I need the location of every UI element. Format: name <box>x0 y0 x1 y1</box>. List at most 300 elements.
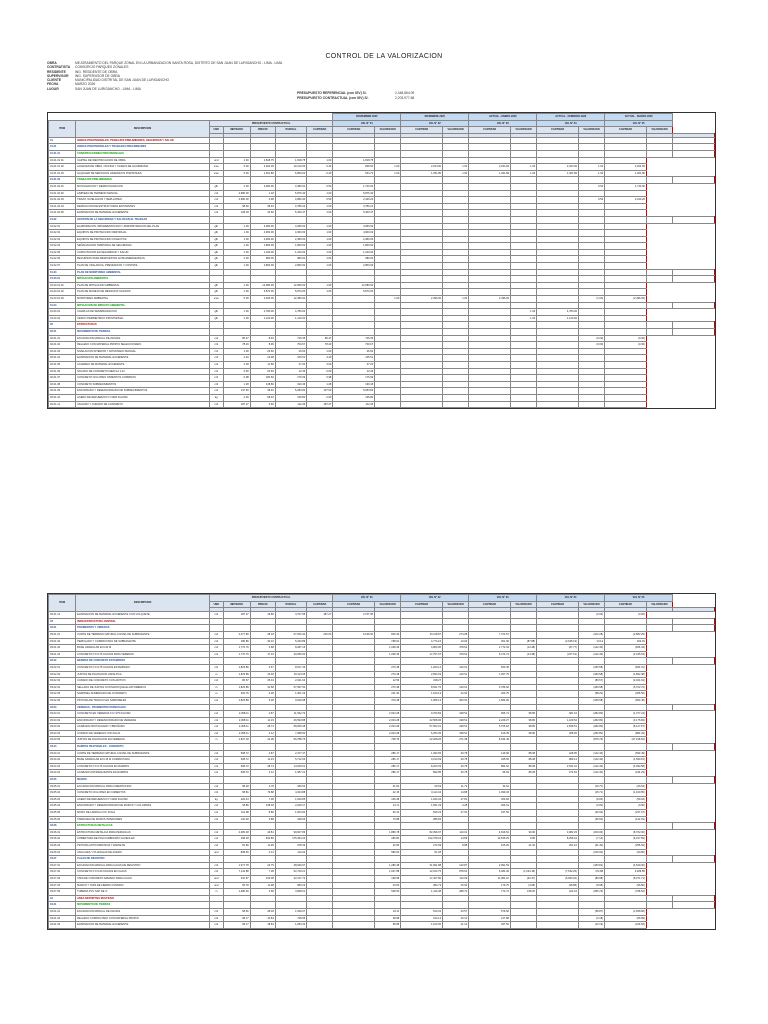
row-cantidad: 370.48 <box>375 697 401 704</box>
row-cantidad: (15.71) <box>578 790 604 797</box>
row-valorizado <box>401 394 443 401</box>
row-valorizado: 1,584.00 <box>469 697 511 704</box>
row-parcial: 19,114.05 <box>275 671 306 678</box>
row-valorizado: 81.28 <box>401 849 443 856</box>
row-cantidad: 158.00 <box>510 889 536 896</box>
row-valorizado: (96.80) <box>605 882 647 889</box>
project-info-label: FECHA <box>47 82 59 87</box>
row-description: CHARLAS DE SENSIBILIZACION <box>76 309 210 316</box>
row-cantidad <box>375 157 401 164</box>
row-cantidad: 270.48 <box>375 684 401 691</box>
row-cantidad <box>375 210 401 217</box>
table-row <box>49 671 715 678</box>
budget-label: PRESUPUESTO REFERENCIAL (con IGV) S/. <box>297 91 367 95</box>
row-unit: kg <box>209 796 223 803</box>
row-item-code: 02.01.01 <box>49 335 76 342</box>
row-valorizado <box>605 289 647 296</box>
row-cantidad: (142.40) <box>578 651 604 658</box>
row-metrado: 1.00 <box>223 309 250 316</box>
row-empty-cell <box>307 618 333 625</box>
row-valorizado <box>333 908 375 915</box>
row-empty-cell <box>672 618 714 625</box>
row-description: NIVELACION INTERIOR Y APISONADO MANUAL <box>76 348 210 355</box>
row-parcial: 136.80 <box>275 394 306 401</box>
row-cantidad <box>307 862 333 869</box>
row-valorizado: (444.29) <box>605 770 647 777</box>
row-cantidad: 0.40 <box>307 170 333 177</box>
row-parcial: 680.22 <box>275 882 306 889</box>
row-cantidad: 15.00 <box>443 882 469 889</box>
row-valorizado <box>333 645 375 652</box>
row-metrado: 2,377.80 <box>223 631 250 638</box>
header-presupuesto: PRESUPUESTO CONTRACTUAL <box>209 120 332 127</box>
row-precio: 103.38 <box>250 875 275 882</box>
row-empty-cell <box>510 744 536 751</box>
row-item-code: 01.03.01 <box>49 276 76 283</box>
row-metrado: 1,770.76 <box>223 651 250 658</box>
row-valorizado <box>469 236 511 243</box>
row-valorizado: 286.65 <box>401 816 443 823</box>
row-cantidad <box>511 342 537 349</box>
row-empty-cell <box>469 329 511 336</box>
header-cantidad: CANTIDAD <box>469 601 511 608</box>
row-unit: m2 <box>209 724 223 731</box>
row-cantidad: (21.40) <box>578 842 604 849</box>
row-valorizado: (66.99) <box>605 915 647 922</box>
row-precio: 2.78 <box>250 783 275 790</box>
row-cantidad: 1.00 <box>511 164 537 171</box>
row-item-code: 02.01 <box>49 329 76 336</box>
row-parcial: 26,593.88 <box>275 717 306 724</box>
row-valorizado: 726.35 <box>333 335 375 342</box>
row-empty-cell <box>209 618 223 625</box>
row-empty-cell <box>209 823 223 830</box>
row-valorizado <box>333 796 375 803</box>
row-empty-cell <box>646 144 672 151</box>
header-val-number: VAL N° 01 <box>333 120 401 127</box>
header-period: DICIEMBRE 2025 <box>401 114 469 121</box>
row-valorizado <box>333 664 375 671</box>
row-metrado: 0.98 <box>223 375 250 382</box>
row-empty-cell <box>511 216 537 223</box>
row-cantidad <box>375 368 401 375</box>
row-valorizado <box>469 375 511 382</box>
row-cantidad: 8.88 <box>443 842 469 849</box>
row-empty-cell <box>443 744 469 751</box>
row-cantidad: 270.48 <box>375 664 401 671</box>
row-parcial: 2,040.27 <box>275 803 306 810</box>
row-cantidad: (58.87) <box>578 908 604 915</box>
row-valorizado <box>537 691 579 698</box>
row-empty-cell <box>401 177 443 184</box>
row-empty-cell <box>375 150 401 157</box>
row-cantidad: (286.76) <box>578 889 604 896</box>
row-description: CONCRETO CICLOPEO CIMIENTOS CORRIDOS <box>76 375 210 382</box>
budget-summary <box>297 91 414 100</box>
row-empty-cell <box>646 744 672 751</box>
row-valorizado <box>537 671 579 678</box>
row-empty-cell <box>443 177 469 184</box>
row-item-code: 03.01.03 <box>49 645 76 652</box>
row-empty-cell <box>250 322 275 329</box>
row-cantidad <box>375 282 401 289</box>
table-row <box>49 664 715 671</box>
row-cantidad <box>375 223 401 230</box>
row-empty-cell <box>537 302 579 309</box>
row-item-code: 03.05.01 <box>49 783 76 790</box>
row-item-code: 03.07.02 <box>49 869 76 876</box>
row-cantidad: 98.80 <box>510 724 536 731</box>
row-valorizado <box>537 263 579 270</box>
row-valorizado <box>469 282 511 289</box>
table-row <box>49 361 715 368</box>
row-valorizado: 96.03 <box>469 770 511 777</box>
row-description: COBERTURA DE POLICARBONATO ALVEOLAR <box>76 836 210 843</box>
row-empty-cell <box>275 856 306 863</box>
row-precio: 68.40 <box>250 394 275 401</box>
row-valorizado <box>469 401 511 408</box>
row-description: ELIMINACION DE MATERIAL EXCEDENTE CON VOLQUETE <box>76 612 210 619</box>
row-cantidad: 88.08 <box>510 770 536 777</box>
row-metrado: 208.18 <box>223 836 250 843</box>
row-description: MUROS <box>76 777 210 784</box>
row-cantidad: 120.01 <box>443 684 469 691</box>
row-empty-cell <box>605 302 647 309</box>
row-item-code: 01.02.01 <box>49 223 76 230</box>
table-row <box>49 757 715 764</box>
row-empty-cell <box>209 777 223 784</box>
row-valorizado: 1,740.00 <box>605 183 647 190</box>
row-description: CONCRETO F'C=175 KG/CM2 EN RAMPAS <box>76 763 210 770</box>
table-row <box>49 381 715 388</box>
row-valorizado <box>469 849 511 856</box>
row-cantidad: (102.28) <box>578 631 604 638</box>
row-unit: und <box>209 157 223 164</box>
header-valorizado: VALORIZADO <box>375 601 401 608</box>
row-cantidad: (142.40) <box>578 770 604 777</box>
row-valorizado: (67.77) <box>537 645 579 652</box>
row-empty-cell <box>510 823 536 830</box>
row-description: PLAN DE MONITOREO AMBIENTAL <box>76 269 210 276</box>
row-valorizado <box>469 816 511 823</box>
row-precio: 5.28 <box>250 697 275 704</box>
row-cantidad: 160.48 <box>375 796 401 803</box>
row-empty-cell <box>275 144 306 151</box>
row-description: ALQUILER DE SERVICIOS HIGIENICOS PORTATILES <box>76 170 210 177</box>
row-empty-cell <box>401 777 443 784</box>
row-empty-cell <box>646 856 672 863</box>
row-valorizado: 57,603.01 <box>401 724 443 731</box>
row-empty-cell <box>375 302 401 309</box>
table-row <box>49 375 715 382</box>
row-empty-cell <box>510 777 536 784</box>
row-empty-cell <box>375 704 401 711</box>
row-parcial: 1,901.33 <box>275 691 306 698</box>
row-cantidad <box>579 223 605 230</box>
row-empty-cell <box>672 625 714 632</box>
row-valorizado: 152,378.24 <box>401 836 443 843</box>
row-valorizado <box>469 355 511 362</box>
row-cantidad: (1,034.18) <box>510 869 536 876</box>
row-empty-cell <box>209 895 223 902</box>
row-precio: 2,496.00 <box>250 296 275 303</box>
row-valorizado: 22,028.26 <box>401 737 443 744</box>
row-empty-cell <box>250 625 275 632</box>
header-val-number: VAL N° 04 <box>537 595 605 602</box>
row-cantidad <box>511 289 537 296</box>
row-valorizado <box>537 296 579 303</box>
row-empty-cell <box>401 276 443 283</box>
row-description: EXCAVACION MANUAL PARA CIMENTACION <box>76 783 210 790</box>
row-cantidad: (142.40) <box>578 757 604 764</box>
row-parcial: 112.36 <box>275 401 306 408</box>
row-description: CARTEL DE IDENTIFICACION DE OBRA <box>76 157 210 164</box>
row-empty-cell <box>307 902 333 909</box>
row-item-code: 03.03.05 <box>49 737 76 744</box>
row-valorizado <box>537 697 579 704</box>
row-cantidad: (14.48) <box>510 645 536 652</box>
header-row-groups <box>49 120 715 127</box>
row-empty-cell <box>209 276 223 283</box>
row-valorizado <box>537 388 579 395</box>
row-item-code: 02.01.05 <box>49 361 76 368</box>
row-cantidad: (142.40) <box>578 763 604 770</box>
row-empty-cell <box>469 658 511 665</box>
row-valorizado: 2,024.00 <box>401 164 443 171</box>
budget-row <box>297 96 414 101</box>
row-valorizado: 2,480.00 <box>333 236 375 243</box>
row-unit: m3 <box>209 790 223 797</box>
row-cantidad <box>375 236 401 243</box>
row-empty-cell <box>223 777 250 784</box>
row-cantidad: 1.00 <box>307 256 333 263</box>
table-row <box>49 256 715 263</box>
row-description: PLAN DE VIGILANCIA, PREVENCION Y CONTROL <box>76 263 210 270</box>
row-item-code: 03.01 <box>49 625 76 632</box>
row-valorizado: 7,723.57 <box>469 631 511 638</box>
row-item-code: 03.07.03 <box>49 875 76 882</box>
row-cantidad: 1.00 <box>579 164 605 171</box>
row-empty-cell <box>223 902 250 909</box>
row-metrado: 0.60 <box>223 368 250 375</box>
row-empty-cell <box>443 302 469 309</box>
row-valorizado: 1,263.14 <box>401 664 443 671</box>
row-metrado: 187.27 <box>223 401 250 408</box>
row-cantidad: 2.00 <box>307 394 333 401</box>
row-cantidad: 1.00 <box>511 170 537 177</box>
row-valorizado <box>333 724 375 731</box>
row-empty-cell <box>537 744 579 751</box>
row-cantidad <box>443 335 469 342</box>
row-valorizado <box>333 889 375 896</box>
row-cantidad: 1.00 <box>307 230 333 237</box>
row-description: CONSTRUCCIONES PROVISIONALES <box>76 150 210 157</box>
row-parcial: 12,480.00 <box>275 296 306 303</box>
row-empty-cell <box>469 856 511 863</box>
row-empty-cell <box>209 216 223 223</box>
row-precio: 2,480.00 <box>250 236 275 243</box>
row-cantidad <box>511 335 537 342</box>
row-cantidad <box>511 230 537 237</box>
row-description: PLAN DE MANEJO DE RESIDUOS SOLIDOS <box>76 289 210 296</box>
row-item-code: 01.02.02 <box>49 230 76 237</box>
row-valorizado: (1,892.48) <box>605 671 647 678</box>
row-valorizado: 2,834.63 <box>401 671 443 678</box>
row-empty-cell <box>275 777 306 784</box>
row-empty-cell <box>469 276 511 283</box>
row-empty-cell <box>209 137 223 144</box>
row-valorizado <box>401 335 443 342</box>
row-empty-cell <box>250 704 275 711</box>
row-empty-cell <box>510 625 536 632</box>
table-row <box>49 216 715 223</box>
row-parcial: 2,480.00 <box>275 236 306 243</box>
row-valorizado: 1,240.00 <box>333 249 375 256</box>
row-cantidad: (282.80) <box>578 730 604 737</box>
row-unit: und <box>209 875 223 882</box>
row-empty-cell <box>275 269 306 276</box>
row-cantidad: 1,280.48 <box>375 862 401 869</box>
row-precio: 11.98 <box>250 882 275 889</box>
row-empty-cell <box>223 216 250 223</box>
row-metrado: 1.00 <box>223 236 250 243</box>
row-empty-cell <box>469 302 511 309</box>
row-parcial: 3,786.24 <box>275 203 306 210</box>
row-item-code: 02.01.11 <box>49 401 76 408</box>
row-precio: 108.18 <box>250 803 275 810</box>
row-precio: 20.60 <box>250 368 275 375</box>
row-valorizado: 17,427.80 <box>401 875 443 882</box>
project-info-value: MARZO 2026 <box>75 82 96 87</box>
row-valorizado: 989.14 <box>537 757 579 764</box>
row-valorizado: 1,740.00 <box>333 183 375 190</box>
table-row <box>49 335 715 342</box>
row-cantidad: 98.80 <box>510 717 536 724</box>
row-unit: glb <box>209 289 223 296</box>
row-cantidad: 110.01 <box>443 829 469 836</box>
row-unit: m3 <box>209 355 223 362</box>
row-empty-cell <box>375 276 401 283</box>
row-empty-cell <box>469 177 511 184</box>
row-valorizado: 5,876.40 <box>333 190 375 197</box>
row-cantidad: (180.58) <box>578 671 604 678</box>
row-valorizado <box>605 249 647 256</box>
row-unit: m2 <box>209 730 223 737</box>
header-cantidad: CANTIDAD <box>469 127 511 134</box>
row-empty-cell <box>605 269 647 276</box>
row-cantidad: 98.80 <box>510 730 536 737</box>
row-valorizado: 179.70 <box>469 882 511 889</box>
row-item-code: 04.01.02 <box>49 915 76 922</box>
row-valorizado: 544.72 <box>333 170 375 177</box>
row-valorizado <box>401 289 443 296</box>
row-valorizado: 481.16 <box>537 711 579 718</box>
row-parcial: 99,907.83 <box>275 829 306 836</box>
row-parcial: 738.96 <box>275 915 306 922</box>
row-empty-cell <box>511 322 537 329</box>
row-item-code: 03.07.01 <box>49 862 76 869</box>
row-cantidad <box>511 348 537 355</box>
row-cantidad: 47.81 <box>443 796 469 803</box>
row-description: CAJAS DE REGISTRO <box>76 856 210 863</box>
row-empty-cell <box>646 276 672 283</box>
row-cantidad: (180.58) <box>578 684 604 691</box>
row-valorizado: 272.69 <box>401 842 443 849</box>
table-row <box>49 704 715 711</box>
row-empty-cell <box>605 276 647 283</box>
row-cantidad: 1,038.46 <box>375 645 401 652</box>
row-valorizado <box>605 394 647 401</box>
row-description: SARDINEL SUMERGIDO DE CONCRETO <box>76 691 210 698</box>
row-metrado: 110.48 <box>223 816 250 823</box>
row-cantidad <box>307 763 333 770</box>
row-empty-cell <box>605 137 647 144</box>
row-empty-cell <box>510 902 536 909</box>
table-row <box>49 730 715 737</box>
row-description: DEMOLICION DE ESTRUCTURAS EXISTENTES <box>76 203 210 210</box>
row-empty-cell <box>307 177 333 184</box>
row-cantidad <box>579 190 605 197</box>
row-valorizado: (365.50) <box>605 691 647 698</box>
row-valorizado <box>605 230 647 237</box>
row-empty-cell <box>537 704 579 711</box>
row-item-code: 02.01.08 <box>49 381 76 388</box>
table-row <box>49 651 715 658</box>
row-valorizado: (1,658.96) <box>605 908 647 915</box>
row-unit: glb <box>209 315 223 322</box>
row-cantidad <box>307 671 333 678</box>
row-cantidad <box>307 730 333 737</box>
row-unit: glb <box>209 243 223 250</box>
row-item-code: 01.04.02 <box>49 315 76 322</box>
row-precio: 5,870.00 <box>250 289 275 296</box>
row-parcial: 5,870.00 <box>275 289 306 296</box>
row-valorizado <box>537 243 579 250</box>
row-empty-cell <box>333 302 375 309</box>
row-description: PINTURA DE TRAFICO EN SARDINELES <box>76 697 210 704</box>
row-parcial: 56,788.75 <box>275 737 306 744</box>
row-cantidad: (180.58) <box>578 664 604 671</box>
row-item-code: 02.01.12 <box>49 612 76 619</box>
row-description: TRAZO, NIVELACION Y REPLANTEO <box>76 197 210 204</box>
table-row <box>49 368 715 375</box>
row-description: RECURSOS PARA RESPUESTAS ANTE EMERGENCIAS <box>76 256 210 263</box>
row-cantidad <box>579 361 605 368</box>
table-row <box>49 342 715 349</box>
row-valorizado <box>333 750 375 757</box>
row-item-code: 03.06.04 <box>49 849 76 856</box>
row-cantidad: 0.50 <box>307 183 333 190</box>
row-empty-cell <box>510 618 536 625</box>
row-valorizado <box>333 684 375 691</box>
row-cantidad <box>443 197 469 204</box>
row-cantidad: 1.00 <box>307 348 333 355</box>
row-empty-cell <box>672 902 714 909</box>
row-metrado: 1.00 <box>223 315 250 322</box>
table-row <box>49 915 715 922</box>
row-empty-cell <box>223 658 250 665</box>
row-valorizado: 8,434.49 <box>469 737 511 744</box>
row-cantidad: 14.89 <box>443 836 469 843</box>
valuation-table-1 <box>47 112 716 409</box>
row-description: RELLENO COMPACTADO CON MATERIAL PROPIO <box>76 915 210 922</box>
row-parcial: 1,240.00 <box>275 249 306 256</box>
row-metrado: 180.86 <box>223 638 250 645</box>
row-valorizado: (0.00) <box>605 335 647 342</box>
row-description: MURO DE LADRILLO KK SOGA <box>76 810 210 817</box>
row-empty-cell <box>605 625 647 632</box>
row-description: TRABAJOS PRELIMINARES <box>76 177 210 184</box>
